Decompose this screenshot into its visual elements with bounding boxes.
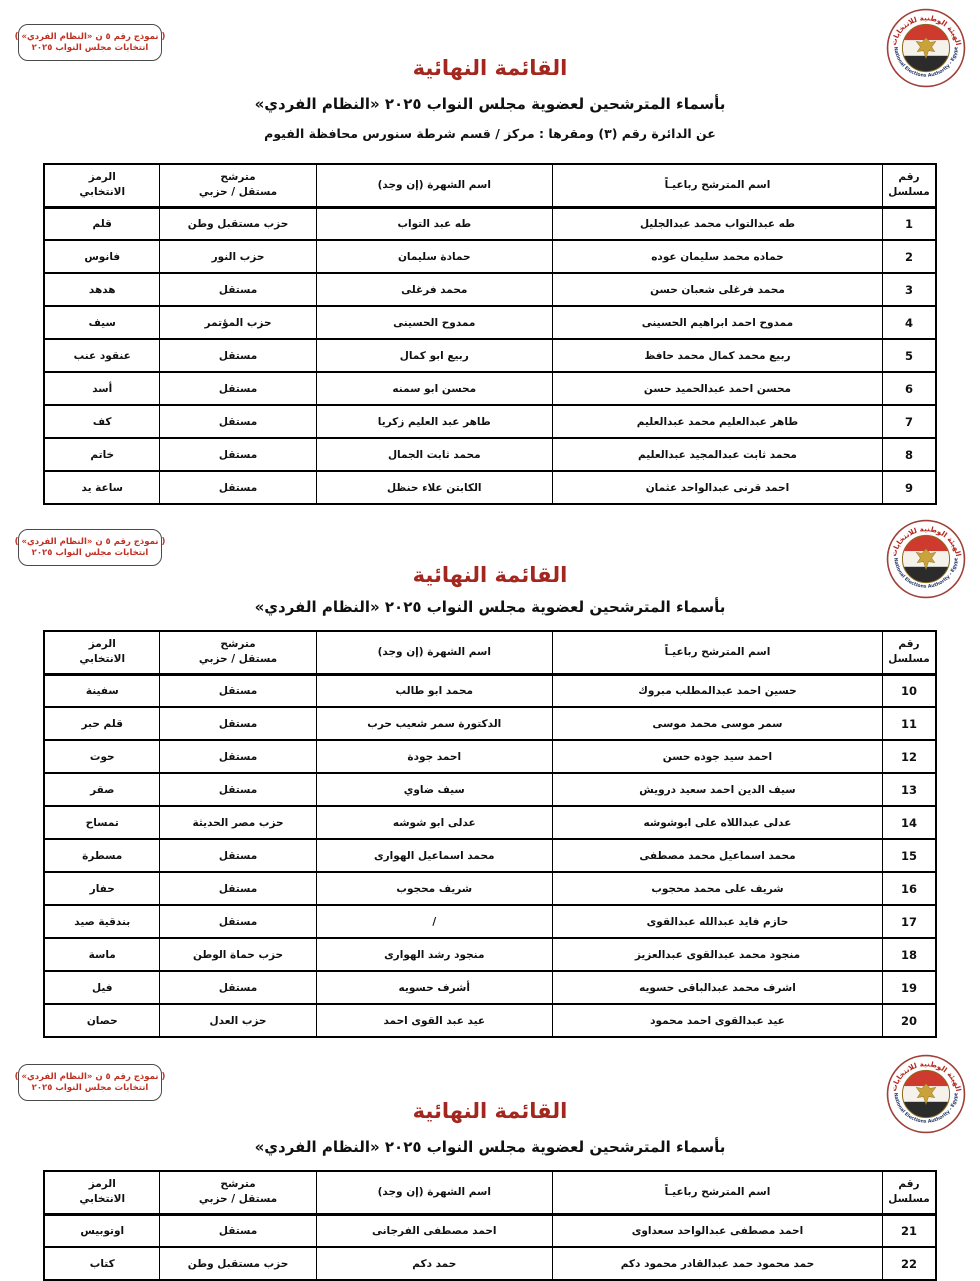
- candidate-name-cell: سمر موسى محمد موسى: [552, 707, 882, 740]
- fame-name-cell: محمد اسماعيل الهوارى: [316, 839, 552, 872]
- symbol-column-header: الرمز الانتخابي: [44, 164, 160, 207]
- party-affiliation-cell: مستقل: [160, 971, 316, 1004]
- electoral-symbol-cell: فانوس: [44, 240, 160, 273]
- electoral-symbol-cell: كتاب: [44, 1247, 160, 1280]
- symbol-column-header: الرمز الانتخابي: [44, 631, 160, 674]
- table-row: [44, 273, 936, 306]
- party-affiliation-cell: مستقل: [160, 1214, 316, 1247]
- party-affiliation-cell: مستقل: [160, 872, 316, 905]
- serial-number-cell: 15: [882, 839, 936, 872]
- table-row: [44, 471, 936, 504]
- serial-number-cell: 19: [882, 971, 936, 1004]
- table-row: [44, 339, 936, 372]
- serial-number-cell: 7: [882, 405, 936, 438]
- candidate-name-cell: احمد قرنى عبدالواحد عثمان: [552, 471, 882, 504]
- fame-name-column-header: اسم الشهرة (إن وجد): [316, 631, 552, 674]
- page-subtitle: بأسماء المترشحين لعضوية مجلس النواب ٢٠٢٥ «النظام الفردي»: [254, 598, 726, 616]
- candidate-name-cell: ربيع محمد كمال محمد حافظ: [552, 339, 882, 372]
- fame-name-cell: الدكتورة سمر شعيب حرب: [316, 707, 552, 740]
- serial-number-cell: 6: [882, 372, 936, 405]
- candidate-name-cell: طه عبدالتواب محمد عبدالجليل: [552, 207, 882, 240]
- serial-number-cell: 13: [882, 773, 936, 806]
- serial-number-cell: 4: [882, 306, 936, 339]
- party-affiliation-cell: مستقل: [160, 273, 316, 306]
- candidate-name-cell: احمد مصطفى عبدالواحد سعداوى: [552, 1214, 882, 1247]
- candidate-name-cell: عدلى عبداللاه على ابوشوشه: [552, 806, 882, 839]
- serial-number-cell: 14: [882, 806, 936, 839]
- electoral-symbol-cell: عنقود عنب: [44, 339, 160, 372]
- fame-name-cell: حمادة سليمان: [316, 240, 552, 273]
- table-row: [44, 1214, 936, 1247]
- logo-english-arc-text: National Elections Authority - Egypt: [892, 557, 960, 590]
- stamp-line-1: ( نموذج رقم ٥ ن «النظام الفردي» ): [14, 1072, 166, 1082]
- candidate-name-cell: منجود محمد عبدالقوى عبدالعزيز: [552, 938, 882, 971]
- final-list-section-2: [0, 518, 980, 1053]
- candidate-name-cell: محمد فرغلى شعبان حسن: [552, 273, 882, 306]
- party-affiliation-cell: مستقل: [160, 339, 316, 372]
- serial-number-cell: 22: [882, 1247, 936, 1280]
- party-affiliation-cell: مستقل: [160, 674, 316, 707]
- candidate-name-cell: حسين احمد عبدالمطلب مبروك: [552, 674, 882, 707]
- table-row: [44, 240, 936, 273]
- stamp-line-2: انتخابات مجلس النواب ٢٠٢٥: [31, 43, 149, 53]
- table-row: [44, 740, 936, 773]
- candidate-name-cell: احمد سيد جوده حسن: [552, 740, 882, 773]
- final-list-section-1: [0, 0, 980, 518]
- candidate-name-cell: حمد محمود حمد عبدالقادر محمود دكم: [552, 1247, 882, 1280]
- serial-number-cell: 21: [882, 1214, 936, 1247]
- party-affiliation-cell: حزب المؤتمر: [160, 306, 316, 339]
- table-row: [44, 806, 936, 839]
- electoral-symbol-cell: خاتم: [44, 438, 160, 471]
- form-stamp: [14, 529, 166, 566]
- candidate-name-column-header: اسم المترشح رباعيـاً: [552, 1171, 882, 1214]
- fame-name-cell: منجود رشد الهوارى: [316, 938, 552, 971]
- table-row: [44, 207, 936, 240]
- party-affiliation-cell: مستقل: [160, 707, 316, 740]
- party-affiliation-cell: حزب مستقبل وطن: [160, 207, 316, 240]
- electoral-symbol-cell: حصان: [44, 1004, 160, 1037]
- candidate-name-cell: ممدوح احمد ابراهيم الحسينى: [552, 306, 882, 339]
- table-row: [44, 306, 936, 339]
- fame-name-cell: محمد ابو طالب: [316, 674, 552, 707]
- serial-number-cell: 17: [882, 905, 936, 938]
- fame-name-cell: حمد دكم: [316, 1247, 552, 1280]
- logo-english-arc-text: National Elections Authority - Egypt: [892, 46, 960, 79]
- table-row: [44, 1247, 936, 1280]
- table-row: [44, 872, 936, 905]
- fame-name-cell: محسن ابو سمنه: [316, 372, 552, 405]
- form-stamp: [14, 1064, 166, 1101]
- fame-name-column-header: اسم الشهرة (إن وجد): [316, 164, 552, 207]
- district-line: عن الدائرة رقم (٣) ومقرها : مركز / قسم شرطة سنورس محافظة الفيوم: [264, 126, 716, 141]
- party-column-header: مترشح مستقل / حزبي: [160, 631, 316, 674]
- fame-name-cell: محمد ثابت الجمال: [316, 438, 552, 471]
- party-affiliation-cell: حزب مستقبل وطن: [160, 1247, 316, 1280]
- fame-name-cell: طاهر عبد العليم زكريا: [316, 405, 552, 438]
- candidate-name-cell: محمد اسماعيل محمد مصطفى: [552, 839, 882, 872]
- fame-name-cell: /: [316, 905, 552, 938]
- party-column-header: مترشح مستقل / حزبي: [160, 1171, 316, 1214]
- fame-name-cell: سيف ضاوي: [316, 773, 552, 806]
- serial-number-cell: 8: [882, 438, 936, 471]
- national-elections-authority-logo: [886, 519, 966, 599]
- party-affiliation-cell: مستقل: [160, 405, 316, 438]
- table-row: [44, 405, 936, 438]
- candidate-name-cell: حازم فايد عبدالله عبدالقوى: [552, 905, 882, 938]
- electoral-symbol-cell: ساعة يد: [44, 471, 160, 504]
- fame-name-cell: عدلى ابو شوشه: [316, 806, 552, 839]
- fame-name-cell: شريف محجوب: [316, 872, 552, 905]
- party-affiliation-cell: مستقل: [160, 905, 316, 938]
- table-header-row: [44, 631, 936, 674]
- serial-number-cell: 2: [882, 240, 936, 273]
- fame-name-cell: ربيع ابو كمال: [316, 339, 552, 372]
- logo-arabic-arc-text: الهيئة الوطنية للانتخابات: [888, 13, 964, 47]
- stamp-line-2: انتخابات مجلس النواب ٢٠٢٥: [31, 1083, 149, 1093]
- fame-name-cell: الكابتن علاء حنظل: [316, 471, 552, 504]
- candidate-name-cell: محمد ثابت عبدالمجيد عبدالعليم: [552, 438, 882, 471]
- logo-arabic-arc-text: الهيئة الوطنية للانتخابات: [888, 1059, 964, 1093]
- fame-name-cell: ممدوح الحسينى: [316, 306, 552, 339]
- serial-number-cell: 11: [882, 707, 936, 740]
- party-affiliation-cell: مستقل: [160, 438, 316, 471]
- candidate-name-cell: حماده محمد سليمان عوده: [552, 240, 882, 273]
- party-affiliation-cell: مستقل: [160, 372, 316, 405]
- electoral-symbol-cell: سيف: [44, 306, 160, 339]
- candidates-table-2: [43, 630, 937, 1038]
- electoral-symbol-cell: اوتوبيس: [44, 1214, 160, 1247]
- candidate-name-cell: اشرف محمد عبدالباقى حسويه: [552, 971, 882, 1004]
- table-row: [44, 674, 936, 707]
- table-row: [44, 839, 936, 872]
- candidate-name-cell: طاهر عبدالعليم محمد عبدالعليم: [552, 405, 882, 438]
- serial-number-cell: 9: [882, 471, 936, 504]
- electoral-symbol-cell: أسد: [44, 372, 160, 405]
- table-row: [44, 971, 936, 1004]
- page-title: القائمة النهائية: [412, 56, 568, 80]
- serial-column-header: رقم مسلسل: [882, 631, 936, 674]
- logo-arabic-arc-text: الهيئة الوطنية للانتخابات: [888, 524, 964, 558]
- serial-number-cell: 10: [882, 674, 936, 707]
- fame-name-cell: أشرف حسويه: [316, 971, 552, 1004]
- table-row: [44, 372, 936, 405]
- table-row: [44, 438, 936, 471]
- table-row: [44, 773, 936, 806]
- serial-number-cell: 1: [882, 207, 936, 240]
- party-affiliation-cell: مستقل: [160, 740, 316, 773]
- candidate-name-cell: شريف على محمد محجوب: [552, 872, 882, 905]
- party-affiliation-cell: حزب النور: [160, 240, 316, 273]
- serial-column-header: رقم مسلسل: [882, 1171, 936, 1214]
- electoral-symbol-cell: بندقية صيد: [44, 905, 160, 938]
- fame-name-cell: احمد مصطفى الفرجانى: [316, 1214, 552, 1247]
- party-affiliation-cell: مستقل: [160, 773, 316, 806]
- party-affiliation-cell: مستقل: [160, 471, 316, 504]
- serial-number-cell: 12: [882, 740, 936, 773]
- party-affiliation-cell: حزب حماة الوطن: [160, 938, 316, 971]
- candidate-name-cell: محسن احمد عبدالحميد حسن: [552, 372, 882, 405]
- candidate-name-cell: عيد عبدالقوى احمد محمود: [552, 1004, 882, 1037]
- serial-number-cell: 18: [882, 938, 936, 971]
- logo-english-arc-text: National Elections Authority - Egypt: [892, 1092, 960, 1125]
- party-column-header: مترشح مستقل / حزبي: [160, 164, 316, 207]
- candidate-name-column-header: اسم المترشح رباعيـاً: [552, 164, 882, 207]
- page-title: القائمة النهائية: [412, 1099, 568, 1123]
- electoral-symbol-cell: قلم: [44, 207, 160, 240]
- party-affiliation-cell: حزب مصر الحديثة: [160, 806, 316, 839]
- stamp-line-1: ( نموذج رقم ٥ ن «النظام الفردي» ): [14, 537, 166, 547]
- electoral-symbol-cell: هدهد: [44, 273, 160, 306]
- electoral-symbol-cell: سفينة: [44, 674, 160, 707]
- fame-name-column-header: اسم الشهرة (إن وجد): [316, 1171, 552, 1214]
- electoral-symbol-cell: حفار: [44, 872, 160, 905]
- electoral-symbol-cell: فيل: [44, 971, 160, 1004]
- serial-number-cell: 16: [882, 872, 936, 905]
- electoral-symbol-cell: ماسة: [44, 938, 160, 971]
- table-row: [44, 1004, 936, 1037]
- serial-number-cell: 5: [882, 339, 936, 372]
- stamp-line-2: انتخابات مجلس النواب ٢٠٢٥: [31, 548, 149, 558]
- electoral-symbol-cell: حوت: [44, 740, 160, 773]
- electoral-symbol-cell: مسطرة: [44, 839, 160, 872]
- electoral-symbol-cell: صقر: [44, 773, 160, 806]
- candidates-table-1: [43, 163, 937, 505]
- table-header-row: [44, 164, 936, 207]
- fame-name-cell: عيد عبد القوى احمد: [316, 1004, 552, 1037]
- table-row: [44, 905, 936, 938]
- candidate-name-column-header: اسم المترشح رباعيـاً: [552, 631, 882, 674]
- electoral-symbol-cell: قلم حبر: [44, 707, 160, 740]
- electoral-symbol-cell: تمساح: [44, 806, 160, 839]
- table-row: [44, 938, 936, 971]
- party-affiliation-cell: حزب العدل: [160, 1004, 316, 1037]
- serial-number-cell: 3: [882, 273, 936, 306]
- fame-name-cell: محمد فرغلى: [316, 273, 552, 306]
- serial-column-header: رقم مسلسل: [882, 164, 936, 207]
- electoral-symbol-cell: كف: [44, 405, 160, 438]
- page-subtitle: بأسماء المترشحين لعضوية مجلس النواب ٢٠٢٥ «النظام الفردي»: [254, 1138, 726, 1156]
- table-row: [44, 707, 936, 740]
- candidates-table-3: [43, 1170, 937, 1281]
- page-title: القائمة النهائية: [412, 563, 568, 587]
- fame-name-cell: احمد جودة: [316, 740, 552, 773]
- candidate-name-cell: سيف الدين احمد سعيد درويش: [552, 773, 882, 806]
- table-header-row: [44, 1171, 936, 1214]
- stamp-line-1: ( نموذج رقم ٥ ن «النظام الفردي» ): [14, 32, 166, 42]
- page-subtitle: بأسماء المترشحين لعضوية مجلس النواب ٢٠٢٥ «النظام الفردي»: [254, 95, 726, 113]
- serial-number-cell: 20: [882, 1004, 936, 1037]
- party-affiliation-cell: مستقل: [160, 839, 316, 872]
- final-list-section-3: [0, 1053, 980, 1280]
- fame-name-cell: طه عبد التواب: [316, 207, 552, 240]
- symbol-column-header: الرمز الانتخابي: [44, 1171, 160, 1214]
